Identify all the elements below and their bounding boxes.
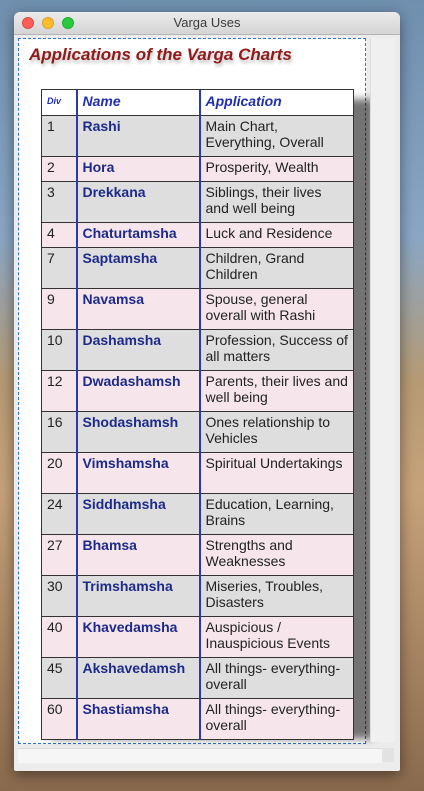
row-application: Strengths and Weaknesses <box>200 535 354 576</box>
row-name: Akshavedamsh <box>77 658 200 699</box>
row-name: Dwadashamsh <box>77 371 200 412</box>
row-div: 12 <box>42 371 77 412</box>
table-row <box>42 248 354 289</box>
horizontal-scrollbar[interactable] <box>18 748 382 763</box>
row-application: Auspicious / Inauspicious Events <box>200 617 354 658</box>
table-header-row <box>42 90 354 116</box>
row-application: Spouse, general overall with Rashi <box>200 289 354 330</box>
table-row <box>42 371 354 412</box>
page-heading: Applications of the Varga Charts <box>29 45 292 64</box>
row-application: Profession, Success of all matters <box>200 330 354 371</box>
table-row <box>42 576 354 617</box>
table-row <box>42 699 354 740</box>
table-row <box>42 157 354 182</box>
row-application: All things- everything- overall <box>200 658 354 699</box>
table-row <box>42 223 354 248</box>
row-div: 3 <box>42 182 77 223</box>
row-application: Education, Learning, Brains <box>200 494 354 535</box>
table-row <box>42 412 354 453</box>
table-row <box>42 453 354 494</box>
row-application: Luck and Residence <box>200 223 354 248</box>
row-application: Main Chart, Everything, Overall <box>200 116 354 157</box>
table-row <box>42 330 354 371</box>
row-div: 27 <box>42 535 77 576</box>
row-name: Hora <box>77 157 200 182</box>
row-application: Children, Grand Children <box>200 248 354 289</box>
row-div: 60 <box>42 699 77 740</box>
vertical-scrollbar[interactable] <box>370 38 395 742</box>
row-div: 2 <box>42 157 77 182</box>
title-bar[interactable] <box>14 12 400 35</box>
header-div: Div <box>42 90 77 116</box>
row-name: Chaturtamsha <box>77 223 200 248</box>
row-div: 4 <box>42 223 77 248</box>
row-application: Siblings, their lives and well being <box>200 182 354 223</box>
row-application: Miseries, Troubles, Disasters <box>200 576 354 617</box>
image-view <box>18 38 366 744</box>
row-name: Saptamsha <box>77 248 200 289</box>
resize-corner[interactable] <box>382 748 394 762</box>
row-div: 24 <box>42 494 77 535</box>
row-div: 10 <box>42 330 77 371</box>
row-div: 16 <box>42 412 77 453</box>
row-div: 7 <box>42 248 77 289</box>
row-name: Dashamsha <box>77 330 200 371</box>
row-div: 45 <box>42 658 77 699</box>
varga-table <box>41 89 354 740</box>
table-row <box>42 535 354 576</box>
table-row <box>42 182 354 223</box>
row-name: Trimshamsha <box>77 576 200 617</box>
row-name: Shastiamsha <box>77 699 200 740</box>
row-div: 20 <box>42 453 77 494</box>
row-application: Spiritual Undertakings <box>200 453 354 494</box>
row-name: Shodashamsh <box>77 412 200 453</box>
table-row <box>42 617 354 658</box>
row-name: Rashi <box>77 116 200 157</box>
window-title: Varga Uses <box>173 15 241 30</box>
row-application: Ones relationship to Vehicles <box>200 412 354 453</box>
row-name: Vimshamsha <box>77 453 200 494</box>
app-window <box>14 12 400 771</box>
row-name: Khavedamsha <box>77 617 200 658</box>
table-row <box>42 116 354 157</box>
table-row <box>42 289 354 330</box>
table-row <box>42 658 354 699</box>
row-name: Siddhamsha <box>77 494 200 535</box>
header-name: Name <box>77 90 200 116</box>
row-name: Navamsa <box>77 289 200 330</box>
row-application: Prosperity, Wealth <box>200 157 354 182</box>
row-name: Drekkana <box>77 182 200 223</box>
row-application: Parents, their lives and well being <box>200 371 354 412</box>
row-application: All things- everything- overall <box>200 699 354 740</box>
row-div: 1 <box>42 116 77 157</box>
header-application: Application <box>200 90 354 116</box>
row-div: 9 <box>42 289 77 330</box>
row-name: Bhamsa <box>77 535 200 576</box>
row-div: 40 <box>42 617 77 658</box>
table-row <box>42 494 354 535</box>
row-div: 30 <box>42 576 77 617</box>
